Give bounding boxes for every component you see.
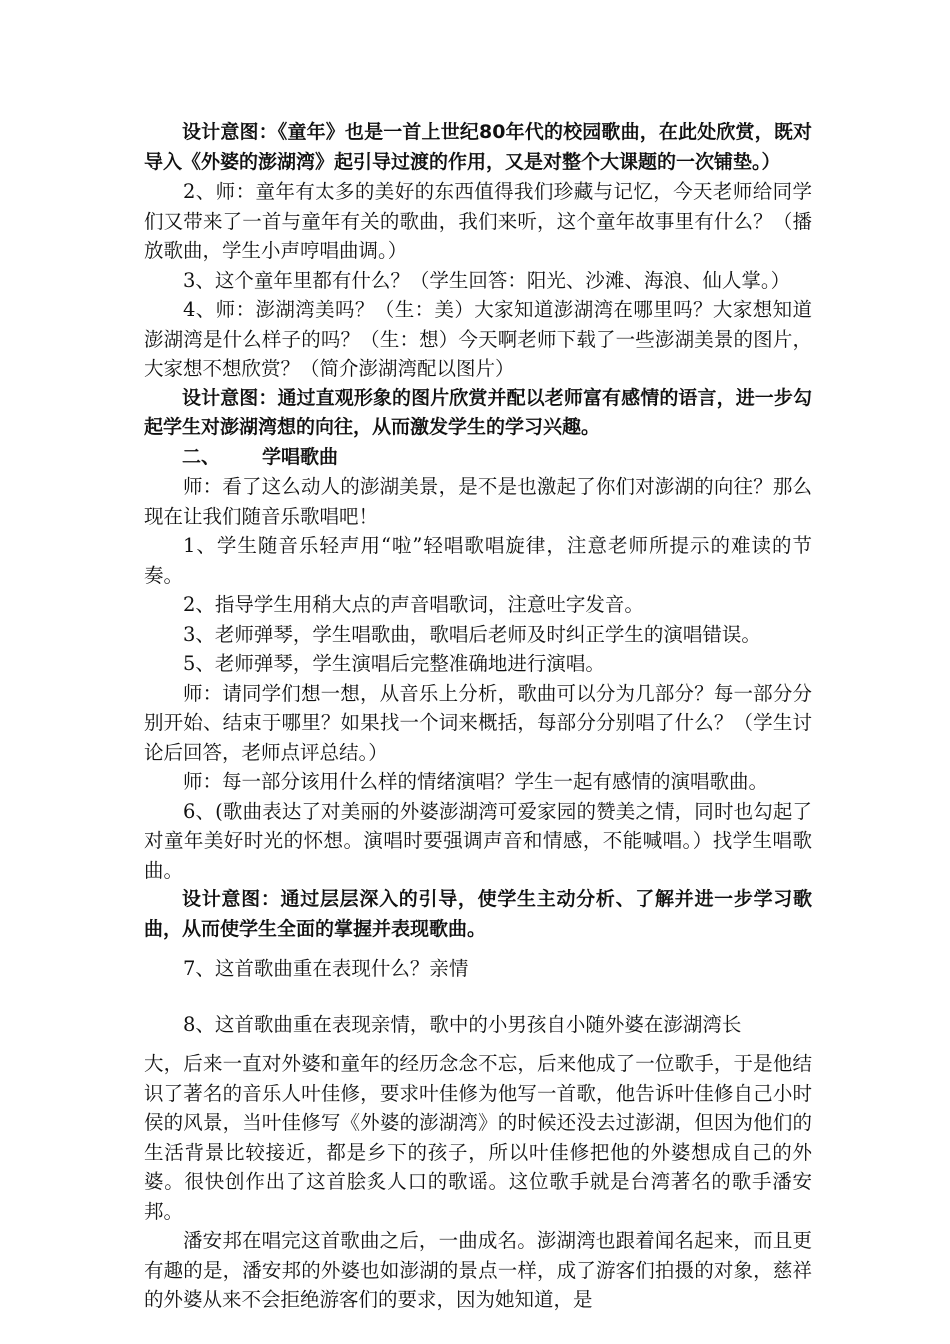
paragraph-step-2-sing: 2、指导学生用稍大点的声音唱歌词，注意吐字发音。 <box>183 593 644 616</box>
design-intent-paragraph-1: 设计意图：《童年》也是一首上世纪80年代的校园歌曲，在此处欣赏，既对导入《外婆的澎湖湾》起引导过渡的作用，又是对整个大课题的一次铺垫。） <box>144 121 812 173</box>
paragraph-step-8-first-line: 8、这首歌曲重在表现亲情，歌中的小男孩自小随外婆在澎湖湾长 <box>183 1012 742 1036</box>
paragraph-step-4: 4、师：澎湖湾美吗？（生：美）大家知道澎湖湾在哪里吗？大家想知道澎湖湾是什么样子的吗？（生：想）今天啊老师下载了一些澎湖美景的图片，大家想不想欣赏？（简介澎湖湾配以图片） <box>144 298 812 380</box>
section-heading-text: 学唱歌曲 <box>262 445 339 468</box>
design-intent-paragraph-3: 设计意图：通过层层深入的引导，使学生主动分析、了解并进一步学习歌曲，从而使学生全面的掌握并表现歌曲。 <box>144 888 812 940</box>
paragraph-step-7: 7、这首歌曲重在表现什么？亲情 <box>183 957 469 980</box>
paragraph-step-6: 6、(歌曲表达了对美丽的外婆澎湖湾可爱家园的赞美之情，同时也勾起了对童年美好时光的怀想。演唱时要强调声音和情感，不能喊唱。）找学生唱歌曲。 <box>144 799 812 882</box>
paragraph-step-5-sing: 5、老师弹琴，学生演唱后完整准确地进行演唱。 <box>183 652 605 675</box>
paragraph-pan-anbang: 潘安邦在唱完这首歌曲之后，一曲成名。澎湖湾也跟着闻名起来，而且更有趣的是，潘安邦的外婆也如澎湖的景点一样，成了游客们拍摄的对象，慈祥的外婆从来不会拒绝游客们的要求，因为她知道，是 <box>144 1229 812 1311</box>
paragraph-step-3-sing: 3、老师弹琴，学生唱歌曲，歌唱后老师及时纠正学生的演唱错误。 <box>183 622 761 646</box>
document-body <box>144 118 812 1315</box>
paragraph-teacher-intro: 师：看了这么动人的澎湖美景，是不是也激起了你们对澎湖的向往？那么现在让我们随音乐歌唱吧！ <box>144 475 812 528</box>
paragraph-step-8-body: 大，后来一直对外婆和童年的经历念念不忘，后来他成了一位歌手，于是他结识了著名的音乐人叶佳修，要求叶佳修为他写一首歌，他告诉叶佳修自己小时侯的风景，当叶佳修写《外婆的澎湖湾》的时候还没去过澎湖，但因为他们的生活背景比较接近，都是乡下的孩子，所以叶佳修把他的外婆想成自己的外婆。很快创作出了这首脍炙人口的歌谣。这位歌手就是台湾著名的歌手潘安邦。 <box>144 1052 812 1223</box>
design-intent-paragraph-2: 设计意图：通过直观形象的图片欣赏并配以老师富有感情的语言，进一步勾起学生对澎湖湾想的向往，从而激发学生的学习兴趣。 <box>144 386 812 438</box>
paragraph-step-1-sing: 1、学生随音乐轻声用“啦”轻唱歌唱旋律，注意老师所提示的难读的节奏。 <box>144 534 812 587</box>
paragraph-step-3: 3、这个童年里都有什么？（学生回答：阳光、沙滩、海浪、仙人掌。） <box>183 268 791 292</box>
paragraph-teacher-emotion: 师：每一部分该用什么样的情绪演唱？学生一起有感情的演唱歌曲。 <box>183 770 769 793</box>
section-heading <box>144 443 812 473</box>
section-heading-number: 二、 <box>182 445 221 468</box>
paragraph-step-2: 2、师：童年有太多的美好的东西值得我们珍藏与记忆，今天老师给同学们又带来了一首与童年有关的歌曲，我们来听，这个童年故事里有什么？（播放歌曲，学生小声哼唱曲调。） <box>144 180 812 262</box>
paragraph-teacher-analysis: 师：请同学们想一想，从音乐上分析，歌曲可以分为几部分？每一部分分别开始、结束于哪里？如果找一个词来概括，每部分分别唱了什么？（学生讨论后回答，老师点评总结。） <box>144 681 812 764</box>
